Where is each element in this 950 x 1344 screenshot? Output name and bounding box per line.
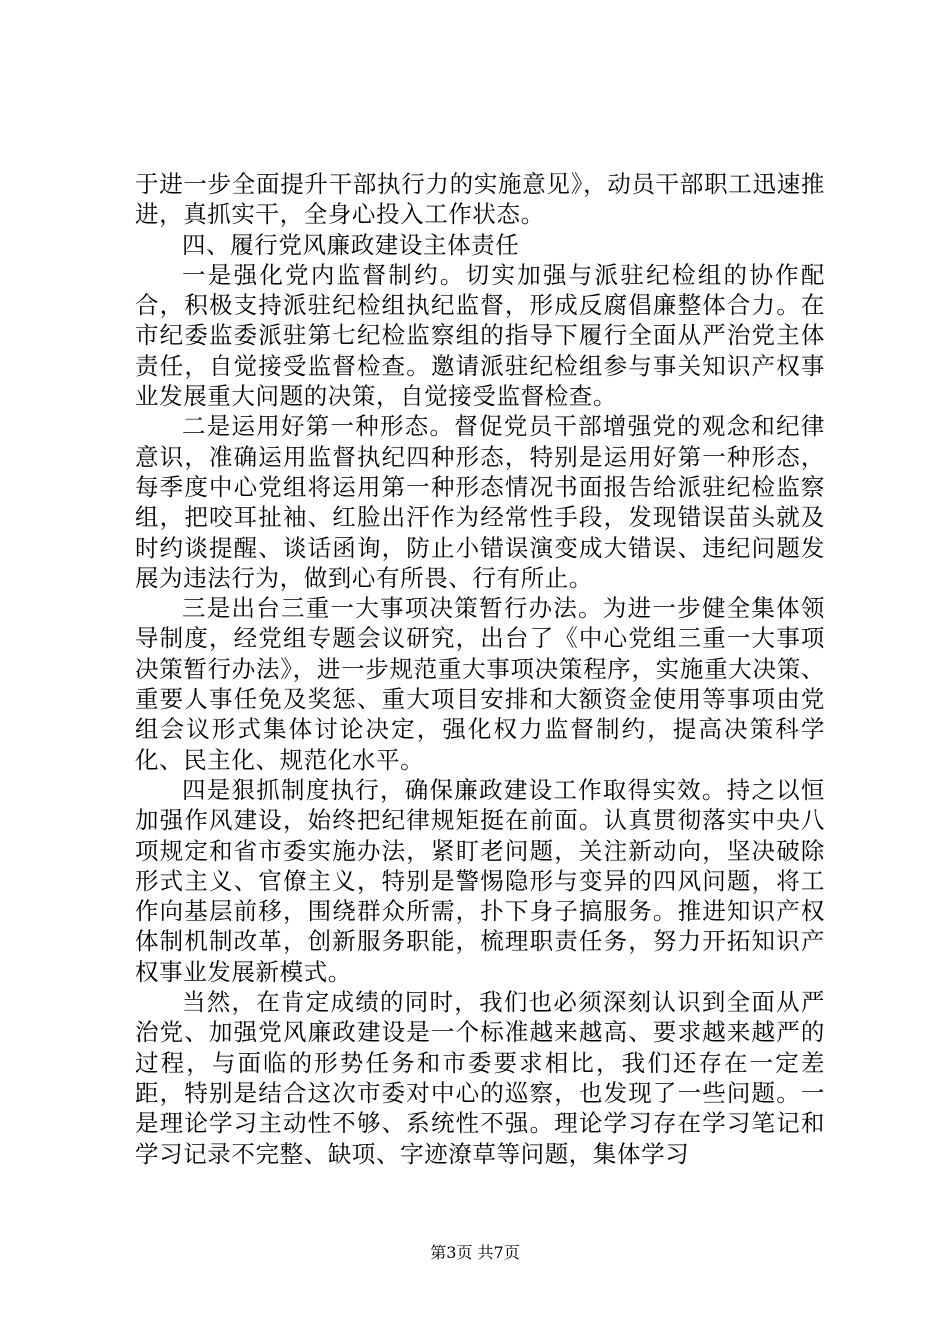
paragraph-first-form: 二是运用好第一种形态。督促党员干部增强党的观念和纪律意识，准确运用监督执纪四种形态，特别是运用好第一种形态，每季度中心党组将运用第一种形态情况书面报告给派驻纪检监察组，把咬耳扯袖、红脸出汗作为经常性手段，发现错误苗头就及时约谈提醒、谈话函询，防止小错误演变成大错误、违纪问题发展为违法行为，做到心有所畏、行有所止。 (135, 412, 825, 592)
document-body (135, 169, 825, 1169)
paragraph-supervision: 一是强化党内监督制约。切实加强与派驻纪检组的协作配合，积极支持派驻纪检组执纪监督，形成反腐倡廉整体合力。在市纪委监委派驻第七纪检监察组的指导下履行全面从严治党主体责任，自觉接受监督检查。邀请派驻纪检组参与事关知识产权事业发展重大问题的决策，自觉接受监督检查。 (135, 260, 825, 411)
paragraph-decision-rules: 三是出台三重一大事项决策暂行办法。为进一步健全集体领导制度，经党组专题会议研究，出台了《中心党组三重一大事项决策暂行办法》，进一步规范重大事项决策程序，实施重大决策、重要人事任免及奖惩、重大项目安排和大额资金使用等事项由党组会议形式集体讨论决定，强化权力监督制约，提高决策科学化、民主化、规范化水平。 (135, 594, 825, 774)
page-number-footer: 第3页 共7页 (430, 1243, 520, 1262)
paragraph-continuation: 于进一步全面提升干部执行力的实施意见》，动员干部职工迅速推进，真抓实干，全身心投入工作状态。 (135, 170, 825, 229)
section-heading: 四、履行党风廉政建设主体责任 (182, 230, 520, 259)
paragraph-problems: 当然，在肯定成绩的同时，我们也必须深刻认识到全面从严治党、加强党风廉政建设是一个标准越来越高、要求越来越严的过程，与面临的形势任务和市委要求相比，我们还存在一定差距，特别是结合这次市委对中心的巡察，也发现了一些问题。一是理论学习主动性不够、系统性不强。理论学习存在学习笔记和学习记录不完整、缺项、字迹潦草等问题，集体学习 (135, 988, 825, 1168)
paragraph-system-execution: 四是狠抓制度执行，确保廉政建设工作取得实效。持之以恒加强作风建设，始终把纪律规矩挺在前面。认真贯彻落实中央八项规定和省市委实施办法，紧盯老问题，关注新动向，坚决破除形式主义、官僚主义，特别是警惕隐形与变异的四风问题，将工作向基层前移，围绕群众所需，扑下身子搞服务。推进知识产权体制机制改革，创新服务职能，梳理职责任务，努力开拓知识产权事业发展新模式。 (135, 775, 825, 986)
